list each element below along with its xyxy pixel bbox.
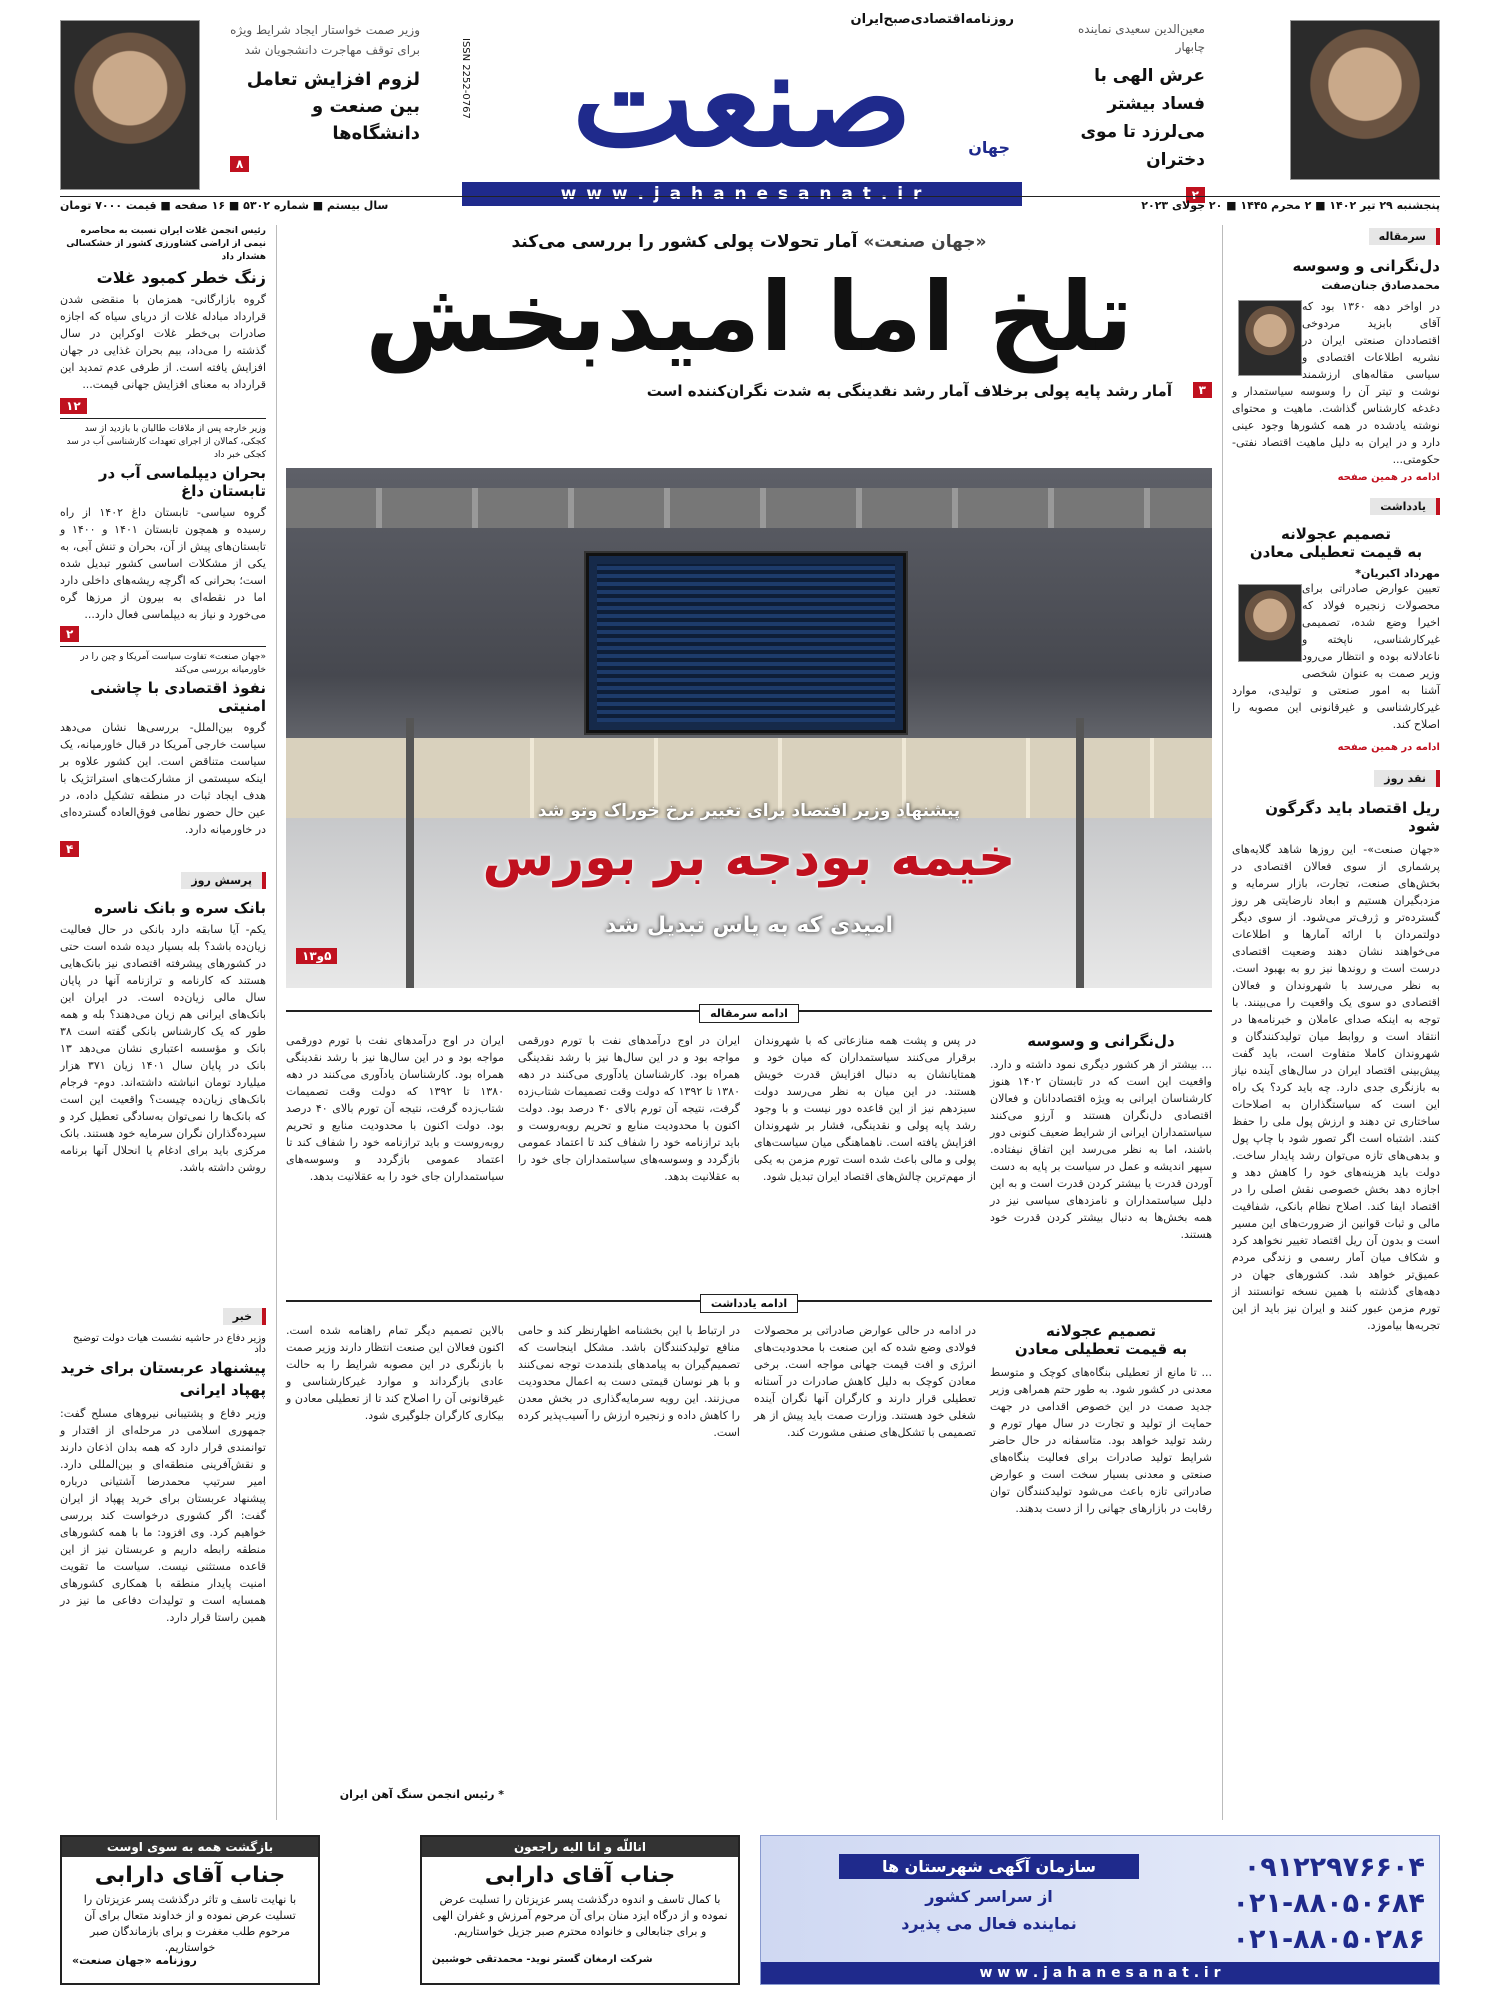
cont-note-col4	[286, 1322, 504, 1822]
cont-editorial-title: دل‌نگرانی و وسوسه	[1027, 1032, 1175, 1050]
ad3-phone-1: ۰۹۱۲۲۹۷۶۶۰۴	[1243, 1852, 1425, 1883]
ad1-text: با نهایت تاسف و تاثر درگذشت پسر عزیزتان را تسلیت عرض نموده و از خداوند متعال برای آن مرحوم طلب مغفرت و برای بازماندگان صبر خواستاریم.	[83, 1893, 297, 1954]
top-right-kicker: معین‌الدین سعیدی نماینده چابهار	[1077, 22, 1205, 54]
ad2-header: اناللّه و انا الیه راجعون	[422, 1837, 738, 1857]
ad3-line-3: نماینده فعال می پذیرد	[901, 1914, 1077, 1933]
cont-editorial-col1	[990, 1032, 1212, 1292]
top-left-photo	[60, 20, 200, 190]
top-right-photo	[1290, 20, 1440, 180]
editorial-author: محمدصادق جنان‌صفت	[1321, 279, 1440, 292]
cont-note-text-2: در ادامه در حالی عوارض صادراتی بر محصولات فولادی وضع شده که این صنعت با محدودیت‌های انرژی و افت قیمت جهانی مواجه است. برخی معادن کوچک به دلیل کاهش صادرات در آستانه تعطیلی قرار دارند و کارگران آنها نگران آینده شغلی خود هستند. وزارت صمت باید پیش از هر تصمیمی با تشکل‌های صنفی مشورت کند.	[754, 1324, 976, 1439]
cont-editorial-text-1: ... بیشتر از هر کشور دیگری نمود داشته و دارد. واقعیت این است که در تابستان ۱۴۰۲ هنوز کارشناسان ایرانی به ویژه اقتصاددانان و فعالان اقتصادی دل‌نگران هستند و آرزو می‌کنند سیاستمداران ایرانی از شرایط ضعیف کنونی دور باشند، اما به نظر می‌رسد این اتفاق نیفتاده. سپهر اندیشه و عمل در سیاست بر پایه به دست آوردن قدرت یا بیشتر کردن قدرت است و به این دلیل سیاستمداران و نامزدهای سیاسی نیز در همه بخش‌ها به دنبال بیشتر کردن قدرت خود هستند.	[990, 1058, 1212, 1241]
ad3-line-2: از سراسر کشور	[925, 1887, 1053, 1906]
note-more-link[interactable]: ادامه در همین صفحه	[1337, 742, 1440, 753]
ad-agency[interactable]	[760, 1835, 1440, 1985]
ad1-sign: روزنامه «جهان صنعت»	[72, 1954, 197, 1967]
note-author: مهرداد اکبریان*	[1355, 567, 1440, 580]
question-title[interactable]: بانک سره و بانک ناسره	[94, 899, 266, 917]
lead-kicker: «جهان صنعت» آمار تحولات پولی کشور را بررسی می‌کند	[511, 232, 987, 252]
section-tab-question: پرسش روز	[181, 872, 266, 889]
cont-editorial-text-3: ایران در اوج درآمدهای نفت با تورم دورقمی مواجه بود و در این سال‌ها نیز با رشد نقدینگی همراه بود. کارشناسان یادآوری می‌کنند در دهه ۱۳۸۰ تا ۱۳۹۲ که دولت وقت تصمیمات شتاب‌زده گرفت، نتیجه آن تورم بالای ۴۰ درصد بود. دولت اکنون با محدودیت منابع و تحریم روبه‌روست و باید ترازنامه خود را شفاف کند تا اعتماد عمومی بازگردد و وسوسه‌های سیاستمداران جای خود را به عقلانیت بدهد.	[518, 1034, 740, 1183]
section-tab-news: خبر	[223, 1308, 266, 1325]
ad3-phone-3: ۰۲۱-۸۸۰۵۰۲۸۶	[1232, 1924, 1425, 1955]
photo-story[interactable]	[286, 468, 1212, 988]
news3-page: ۴	[60, 841, 79, 857]
cont-editorial-text-2: در پس و پشت همه منازعاتی که با شهروندان برقرار می‌کنند سیاستمداران که میان خود و همتایانشان به دنبال افزایش قدرت خویش هستند. در این میان به نظر می‌رسد دولت سیزدهم نیز از این قاعده دور نیست و با وجود رشد پایه پولی و نقدینگی، فشار بر شهروندان افزایش یافته است. ناهماهنگی میان سیاست‌های پولی و مالی باعث شده است تورم مزمن به یکی از مهم‌ترین چالش‌های اقتصاد ایران تبدیل شود.	[754, 1034, 976, 1183]
ad3-org: سازمان آگهی شهرستان ها	[839, 1854, 1139, 1879]
divider-right	[1222, 225, 1223, 1820]
lead-page: ۳	[1193, 382, 1212, 398]
top-right-page: ۲	[1186, 187, 1205, 203]
cont-note-signature: * رئیس انجمن سنگ آهن ایران	[339, 1788, 504, 1801]
critique-title[interactable]: ریل اقتصاد باید دگرگون شود	[1265, 799, 1440, 835]
news3-title[interactable]: نفوذ اقتصادی با چاشنی امنیتی	[90, 679, 266, 715]
news1-title[interactable]: زنگ خطر کمبود غلات	[96, 268, 266, 287]
stock-board	[586, 553, 906, 733]
editorial-title[interactable]: دل‌نگرانی و وسوسه	[1292, 257, 1440, 275]
critique-text: «جهان صنعت»- این روزها شاهد گلایه‌های پرشماری از سوی فعالان اقتصادی در بخش‌های صنعت، تجارت، بازار سرمایه و مزدبگیران هستیم و ابعاد نارضایتی هر روز گسترده‌تر و ژرف‌تر می‌شود. از سوی دیگر دولتمردان با ارائه آمارها و اطلاعات می‌خواهند نشان دهند وضعیت اقتصادی درست است و روندها نیز رو به بهبود است. به نظر می‌رسد با شهروندان و فعالان اقتصادی دو سوی یک واقعیت را می‌بینند. با توجه به اینکه صدای عاملان و خبرنامه‌ها در انتقاد است و روابط میان تولیدکنندگان و شهروندان کاملا متفاوت است، باید گفت پیش‌بینی اقتصاد ایران در سال‌های آینده نیاز به بازنگری جدی دارد. چه باید کرد؟ یک راه این است که سیاستگذاران به اصلاحات ساختاری تن دهند و ارزش پول ملی را حفظ کنند. اشتباه است اگر تصور شود با چاپ پول و بدهی‌های تازه می‌توان رشد پایدار ساخت. دولت باید هزینه‌های خود را کاهش دهد و اجازه دهد بخش خصوصی نقش اصلی را در اقتصاد ایفا کند. اصلاح نظام بانکی، شفافیت مالی و ثبات قوانین از ضرورت‌های این مسیر است و بدون آن ریل اقتصاد تغییر نخواهد کرد و شکاف میان آمار رسمی و زندگی مردم عمیق‌تر خواهد شد. کشورهای جهان در دهه‌های گذشته با همین نسخه توانستند از تورم مزمن عبور کنند و ایران نیز باید از این تجربه‌ها بیاموزد.	[1232, 843, 1440, 1332]
photo-headline: خیمه بودجه بر بورس	[482, 828, 1016, 888]
photo-subline: امیدی که به یاس تبدیل شد	[604, 913, 894, 938]
cont-note-section	[286, 1297, 1212, 1825]
ad-condolence-1[interactable]	[60, 1835, 320, 1985]
news1-text: گروه بازارگانی- همزمان با منقضی شدن قرارداد مبادله غلات از دریای سیاه که اجازه صادرات بی‌خطر غلات اوکراین در سال گذشته را می‌داد، بیم بحران غذایی در جهان افزایش یافته است. از طرفی عدم تمدید این قرارداد به معنای افزایش جهانی قیمت...	[60, 293, 266, 391]
editorial-author-photo	[1238, 300, 1302, 376]
masthead	[462, 8, 1022, 208]
news3-text: گروه بین‌الملل- بررسی‌ها نشان می‌دهد سیاست خارجی آمریکا در قبال خاورمیانه، یک سیاست متناقض است. این کشور علاوه بر اینکه سیستمی از مشارکت‌های استراتژیک با هدف ایجاد ثبات در منطقه تشکیل داده، در عین حال حضور نظامی فوق‌العاده گسترده‌ای در خاورمیانه دارد.	[60, 721, 266, 836]
ad-condolence-2[interactable]	[420, 1835, 740, 1985]
top-left-story[interactable]	[230, 20, 420, 190]
question-text: یکم- آیا سابقه دارد بانکی در حال فعالیت زیان‌ده باشد؟ بله بسیار دیده شده است حتی در کشورهای پیشرفته اقتصادی نیز بانک‌هایی هستند که کارنامه و ترازنامه آنها در پایان سال مالی زیان‌ده است. در ایران این بانک‌های ایرانی هم زیان می‌دهند؟ بله و همه‌ طور که یک کارشناس بانکی گفته است ۳۸ بانک و مؤسسه اعتباری نشان می‌دهد ۱۳ بانک در پایان سال ۱۴۰۱ زیان ۳۷۱ هزار میلیارد تومان انباشته داشته‌اند. دوم- فرجام بانک‌های زیان‌ده چیست؟ واقعیت این است که بانک‌ها را نمی‌توان به‌سادگی تعطیل کرد و سپرده‌گذاران نگران سرمایه خود هستند. بانک مرکزی باید برای ادغام یا انحلال آنها برنامه روشن داشته باشد.	[60, 923, 266, 1174]
news2-kicker: وزیر خارجه پس از ملاقات طالبان با بازدید از سد کجکی، کمالان از اجرای تعهدات کارشناسی آب در سد کجکی خبر داد	[66, 424, 266, 460]
cont-note-text-3: در ارتباط با این بخشنامه اظهارنظر کند و حامی منافع تولیدکنندگان باشد. مشکل اینجاست که تصمیم‌گیران به پیامدهای بلندمدت توجه نمی‌کنند و با هر نوسان قیمتی دست به اعمال محدودیت می‌زنند. این رویه سرمایه‌گذاری در بخش معدن را کاهش داده و زنجیره ارزش را آسیب‌پذیر کرده است.	[518, 1324, 740, 1439]
ad2-sign: شرکت ارمغان گستر نوید- محمدتقی خوشبین	[432, 1954, 653, 1965]
news1-page: ۱۲	[60, 398, 87, 414]
editorial-text: در اواخر دهه ۱۳۶۰ بود که آقای بابزید مردوخی اقتصاددان صنعتی ایران در نشریه اطلاعات اقتصادی و سیاسی مقاله‌های ارزشمند نوشت و تیتر آن را وسوسه سیاستمدار و دغدغه کارشناس گذاشت. ماهیت و محتوای نوشته یادشده در همه کشورها وجود عینی دارد و در ایران به دلیل ماهیت اقتصاد نفتی-حکومتی...	[1232, 300, 1440, 466]
section-tab-editorial: سرمقاله	[1369, 228, 1440, 245]
photo-kicker: پیشنهاد وزیر اقتصاد برای تغییر نرخ خوراک وتو شد	[537, 801, 961, 821]
masthead-tagline: روزنامه‌اقتصادی‌صبح‌ایران	[850, 12, 1014, 27]
stock-exchange-photo	[286, 468, 1212, 988]
cont-note-text-1: ... تا مانع از تعطیلی بنگاه‌های کوچک و متوسط معدنی در کشور شود. به طور حتم همراهی وزیر جدید صمت در این خصوص اقدامی در جهت حمایت از تولید و تجارت در سال مهار تورم و رشد تولید خواهد بود. متاسفانه در حال حاضر شرایط تولید صادرات برای فعالیت بنگاه‌های صنعتی و معدنی بسیار سخت است و عوارض صادراتی تازه باعث می‌شود تولیدکنندگان توان رقابت در بازارهای جهانی را از دست بدهند.	[990, 1366, 1212, 1515]
top-left-title: لزوم افزایش تعامل بین صنعت و دانشگاه‌ها	[246, 69, 420, 144]
cont-note-title-1: تصمیم عجولانه	[1046, 1322, 1156, 1340]
top-left-page: ۸	[230, 156, 249, 172]
news3-kicker: «جهان صنعت» تفاوت سیاست آمریکا و چین را در خاورمیانه بررسی می‌کند	[80, 652, 266, 675]
photo-page: ۵و۱۳	[296, 948, 337, 964]
section-tab-critique: نقد روز	[1374, 770, 1440, 787]
issue-line: سال بیستم ■ شماره ۵۳۰۲ ■ ۱۶ صفحه ■ قیمت ۷۰۰۰ تومان	[60, 199, 389, 212]
news4-kicker: وزیر دفاع در حاشیه نشست هیات دولت توضیح داد	[73, 1333, 266, 1355]
note-author-photo	[1238, 584, 1302, 662]
ad1-header: بازگشت همه به سوی اوست	[62, 1837, 318, 1857]
lead-story[interactable]	[286, 232, 1212, 452]
note-title-2[interactable]: به قیمت تعطیلی معادن	[1249, 543, 1423, 561]
cont-note-col1	[990, 1322, 1212, 1822]
section-tab-note: یادداشت	[1370, 498, 1440, 515]
news2-page: ۲	[60, 626, 79, 642]
ad2-name: جناب آقای دارابی	[484, 1863, 676, 1888]
lead-subline: آمار رشد پایه پولی برخلاف آمار رشد نقدینگی به شدت نگران‌کننده است	[646, 382, 1172, 400]
ad3-site: w w w . j a h a n e s a n a t . i r	[979, 1965, 1221, 1981]
masthead-logo: صنعت	[572, 23, 912, 176]
top-right-title: عرش الهی با فساد بیشتر می‌لرزد تا موی دختران	[1080, 66, 1205, 170]
cont-editorial-section	[286, 1007, 1212, 1290]
ad3-phone-2: ۰۲۱-۸۸۰۵۰۶۸۴	[1232, 1888, 1425, 1919]
masthead-website: w w w . j a h a n e s a n a t . i r	[560, 184, 924, 204]
note-text: تعیین عوارض صادراتی برای محصولات زنجیره فولاد که اخیرا وضع شده، تصمیمی غیرکارشناسی، ناپخته و ناعادلانه بوده و انتظار می‌رود وزیر صمت به عنوان شخصی آشنا به امور صنعتی و تولیدی، موارد غیرکارشناسی و غیرقانونی این مصوبه را اصلاح کند.	[1232, 582, 1440, 731]
section-tab-cont-editorial: ادامه سرمقاله	[699, 1004, 799, 1023]
left-column	[60, 225, 266, 1820]
date-bar	[60, 196, 1440, 216]
cont-editorial-text-4: ایران در اوج درآمدهای نفت با تورم دورقمی مواجه بود و در این سال‌ها نیز با رشد نقدینگی همراه بود. کارشناسان یادآوری می‌کنند در دهه ۱۳۸۰ تا ۱۳۹۲ که دولت وقت تصمیمات شتاب‌زده گرفت، نتیجه آن تورم بالای ۴۰ درصد بود. دولت اکنون با محدودیت منابع و تحریم روبه‌روست و باید ترازنامه خود را شفاف کند تا اعتماد عمومی بازگردد و وسوسه‌های سیاستمداران جای خود را به عقلانیت بدهد.	[286, 1034, 504, 1183]
note-title-1[interactable]: تصمیم عجولانه	[1281, 525, 1391, 543]
masthead-logo-sub: جهان	[968, 138, 1010, 157]
news4-title[interactable]: پیشنهاد عربستان برای خرید پهپاد ایرانی	[60, 1359, 266, 1399]
editorial-more-link[interactable]: ادامه در همین صفحه	[1337, 472, 1440, 483]
ad2-text: با کمال تاسف و اندوه درگذشت پسر عزیزتان را تسلیت عرض نموده و از درگاه ایزد منان برای آن مرحوم آمرزش و غفران الهی و برای جنابعالی و خانواده محترم صبر جزیل خواستاریم.	[432, 1893, 728, 1938]
lead-headline: تلخ اما امیدبخش	[365, 261, 1133, 373]
top-right-story[interactable]	[1065, 20, 1205, 202]
ad1-name: جناب آقای دارابی	[94, 1863, 286, 1888]
news4-text: وزیر دفاع و پشتیبانی نیروهای مسلح گفت: جمهوری اسلامی در مرحله‌ای از اقتدار و توانمندی قرار دارد که همه بدان اذعان دارند و نقش‌آفرینی منطقه‌ای و بین‌المللی دارد. امیر سرتیپ محمدرضا آشتیانی درباره پیشنهاد عربستان برای خرید پهپاد از ایران گفت: اگر کشوری درخواست کند بررسی خواهیم کرد. وی افزود: ما با همه کشورهای منطقه رابطه داریم و عربستان نیز از این قاعده مستثنی نیست. سیاست ما تقویت امنیت پایدار منطقه با همکاری کشورهای همسایه است و تولیدات دفاعی ما نیز در همین راستا قرار دارد.	[60, 1407, 266, 1624]
ad3-site-bar	[761, 1962, 1439, 1984]
news1-kicker: رئیس انجمن غلات ایران نسبت به محاصره نیمی از اراضی کشاورزی کشور از خشکسالی هشدار داد	[66, 226, 266, 262]
top-left-kicker: وزیر صمت خواستار ایجاد شرایط ویژه برای توقف مهاجرت دانشجویان شد	[230, 23, 420, 57]
divider-left	[276, 225, 277, 1820]
section-tab-cont-note: ادامه یادداشت	[700, 1294, 798, 1313]
date-line: پنجشنبه ۲۹ تیر ۱۴۰۲ ■ ۲ محرم ۱۴۴۵ ■ ۲۰ جولای ۲۰۲۳	[1141, 199, 1440, 212]
cont-note-title-2: به قیمت تعطیلی معادن	[1014, 1340, 1188, 1358]
cont-note-text-4: بالاین تصمیم دیگر تمام راهنامه شده است. اکنون فعالان این صنعت انتظار دارند وزیر صمت با بازنگری در این مصوبه شرایط را به حالت عادی بازگرداند و موارد غیرکارشناسی و غیرقانونی آن را اصلاح کند تا از تعطیلی معادن و بیکاری کارگران جلوگیری شود.	[286, 1324, 504, 1422]
news2-title[interactable]: بحران دیپلماسی آب در تابستان داغ	[98, 464, 266, 500]
right-column	[1232, 225, 1440, 1820]
masthead-issn: ISSN 2252-0767	[460, 38, 471, 119]
news2-text: گروه سیاسی- تابستان داغ ۱۴۰۲ از راه رسیده و همچون تابستان ۱۴۰۱ و ۱۴۰۰ و تابستان‌های پیش از آن، بحران و تنش آبی، به یکی از مشکلات اساسی کشور تبدیل شده است؛ بحرانی که اگرچه ریشه‌های داخلی دارد اما در نقطه‌ای به بیرون از مرزها گره می‌خورد و نیاز به دیپلماسی فعال دارد...	[60, 506, 266, 621]
